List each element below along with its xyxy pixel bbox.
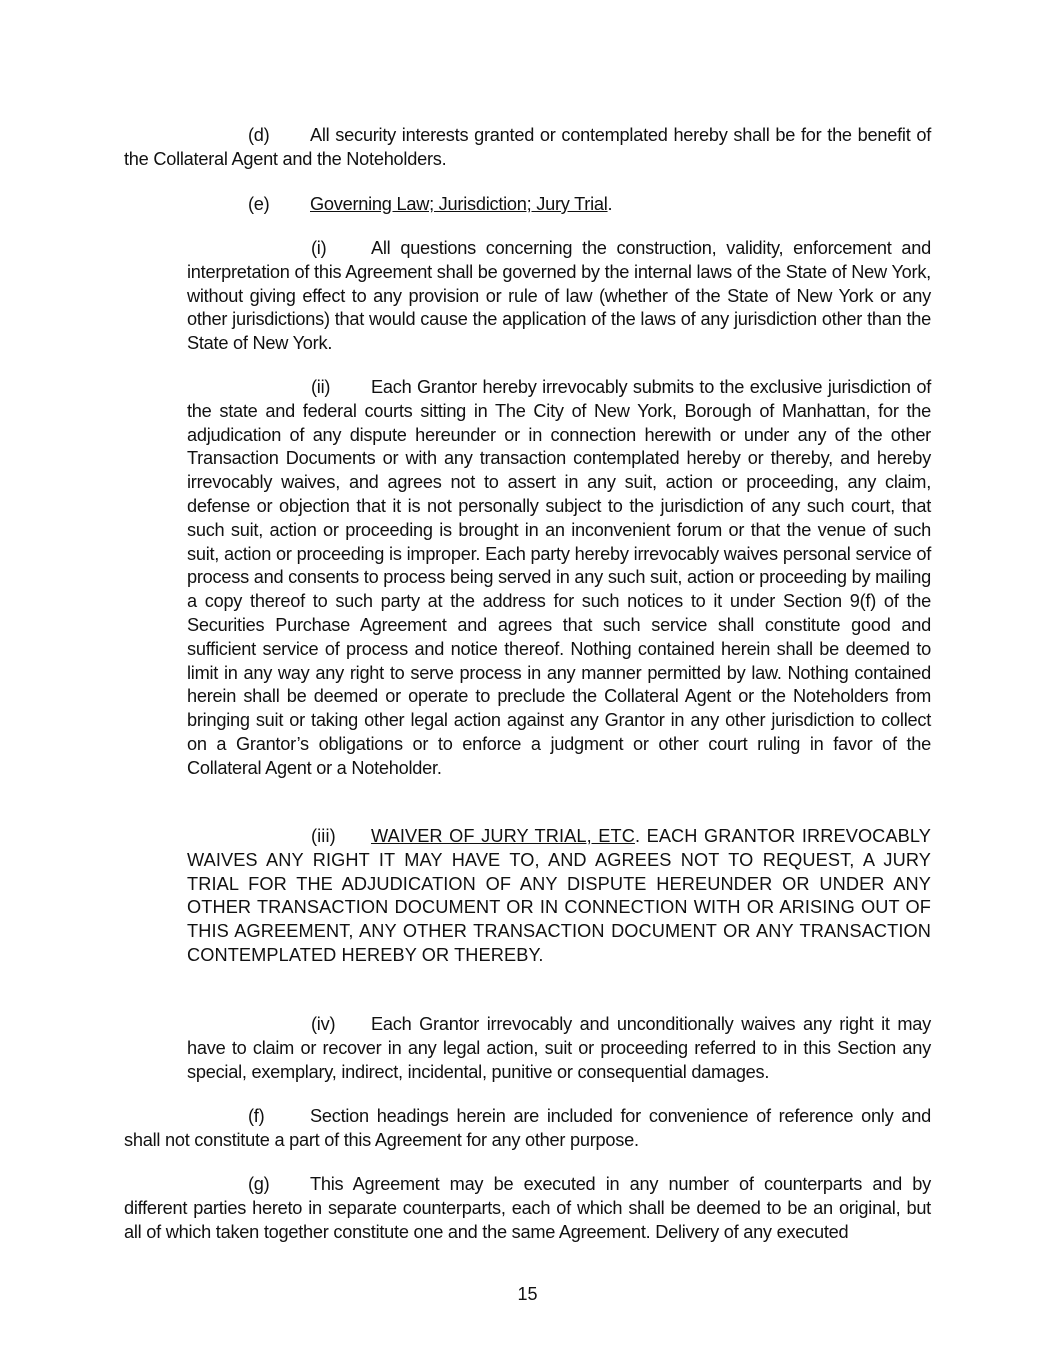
paragraph-g-text: This Agreement may be executed in any number of counterparts and by different parties hereto in separate counterparts, each of which shall be deemed to be an original, but all of which taken together constitute one and the same Agreement. Delivery of any executed (124, 1174, 931, 1242)
paragraph-e-i-number: (i) (311, 238, 327, 258)
paragraph-e-iii-heading: WAIVER OF JURY TRIAL, ETC (371, 826, 635, 846)
paragraph-e-ii-text: Each Grantor hereby irrevocably submits to the exclusive jurisdiction of the state and federal courts sitting in The City of New York, Borough of Manhattan, for the adjudication of any dispute hereunder or in connection herewith or under any of the other Transaction Documents or with any transaction contemplated hereby or thereby, and hereby irrevocably waives, and agrees not to assert in any suit, action or proceeding, any claim, defense or objection that it is not personally subject to the jurisdiction of any such court, that such suit, action or proceeding is brought in an inconvenient forum or that the venue of such suit, action or proceeding is improper. Each party hereby irrevocably waives personal service of process and consents to process being served in any such suit, action or proceeding by mailing a copy thereof to such party at the address for such notices to it under Section 9(f) of the Securities Purchase Agreement and agrees that such service shall constitute good and sufficient service of process and notice thereof. Nothing contained herein shall be deemed to limit in any way any right to serve process in any manner permitted by law. Nothing contained herein shall be deemed or operate to preclude the Collateral Agent or the Noteholders from bringing suit or taking other legal action against any Grantor in any other jurisdiction to collect on a Grantor’s obligations or to enforce a judgment or other court ruling in favor of the Collateral Agent or a Noteholder. (187, 377, 931, 778)
paragraph-e-iv-number: (iv) (311, 1014, 336, 1034)
paragraph-e-iii (187, 825, 931, 968)
paragraph-e-iii-number: (iii) (311, 826, 336, 846)
paragraph-d-text: All security interests granted or contemplated hereby shall be for the benefit of the Collateral Agent and the Noteholders. (124, 125, 931, 169)
paragraph-e-i (187, 237, 931, 356)
paragraph-e-iv-text: Each Grantor irrevocably and unconditionally waives any right it may have to claim or recover in any legal action, suit or proceeding referred to in this Section any special, exemplary, indirect, incidental, punitive or consequential damages. (187, 1014, 931, 1082)
paragraph-g-number: (g) (248, 1174, 270, 1194)
paragraph-e-iv (187, 1013, 931, 1084)
paragraph-f (124, 1105, 931, 1153)
paragraph-d (124, 124, 931, 172)
paragraph-e (124, 193, 931, 217)
paragraph-e-number: (e) (248, 194, 270, 214)
paragraph-f-text: Section headings herein are included for convenience of reference only and shall not constitute a part of this Agreement for any other purpose. (124, 1106, 931, 1150)
paragraph-e-iii-text: . EACH GRANTOR IRREVOCABLY WAIVES ANY RIGHT IT MAY HAVE TO, AND AGREES NOT TO REQUEST, A JURY TRIAL FOR THE ADJUDICATION OF ANY DISPUTE HEREUNDER OR UNDER ANY OTHER TRANSACTION DOCUMENT OR IN CONNECTION WITH OR ARISING OUT OF THIS AGREEMENT, ANY OTHER TRANSACTION DOCUMENT OR ANY TRANSACTION CONTEMPLATED HEREBY OR THEREBY. (187, 826, 931, 965)
paragraph-e-heading: Governing Law; Jurisdiction; Jury Trial (310, 194, 608, 214)
paragraph-e-ii (187, 376, 931, 781)
paragraph-e-i-text: All questions concerning the construction, validity, enforcement and interpretation of this Agreement shall be governed by the internal laws of the State of New York, without giving effect to any provision or rule of law (whether of the State of New York or any other jurisdictions) that would cause the application of the laws of any jurisdiction other than the State of New York. (187, 238, 931, 354)
paragraph-f-number: (f) (248, 1106, 265, 1126)
paragraph-e-ii-number: (ii) (311, 377, 331, 397)
paragraph-d-number: (d) (248, 125, 270, 145)
page-number: 15 (517, 1284, 538, 1304)
paragraph-e-trail: . (607, 194, 613, 214)
paragraph-g (124, 1173, 931, 1244)
